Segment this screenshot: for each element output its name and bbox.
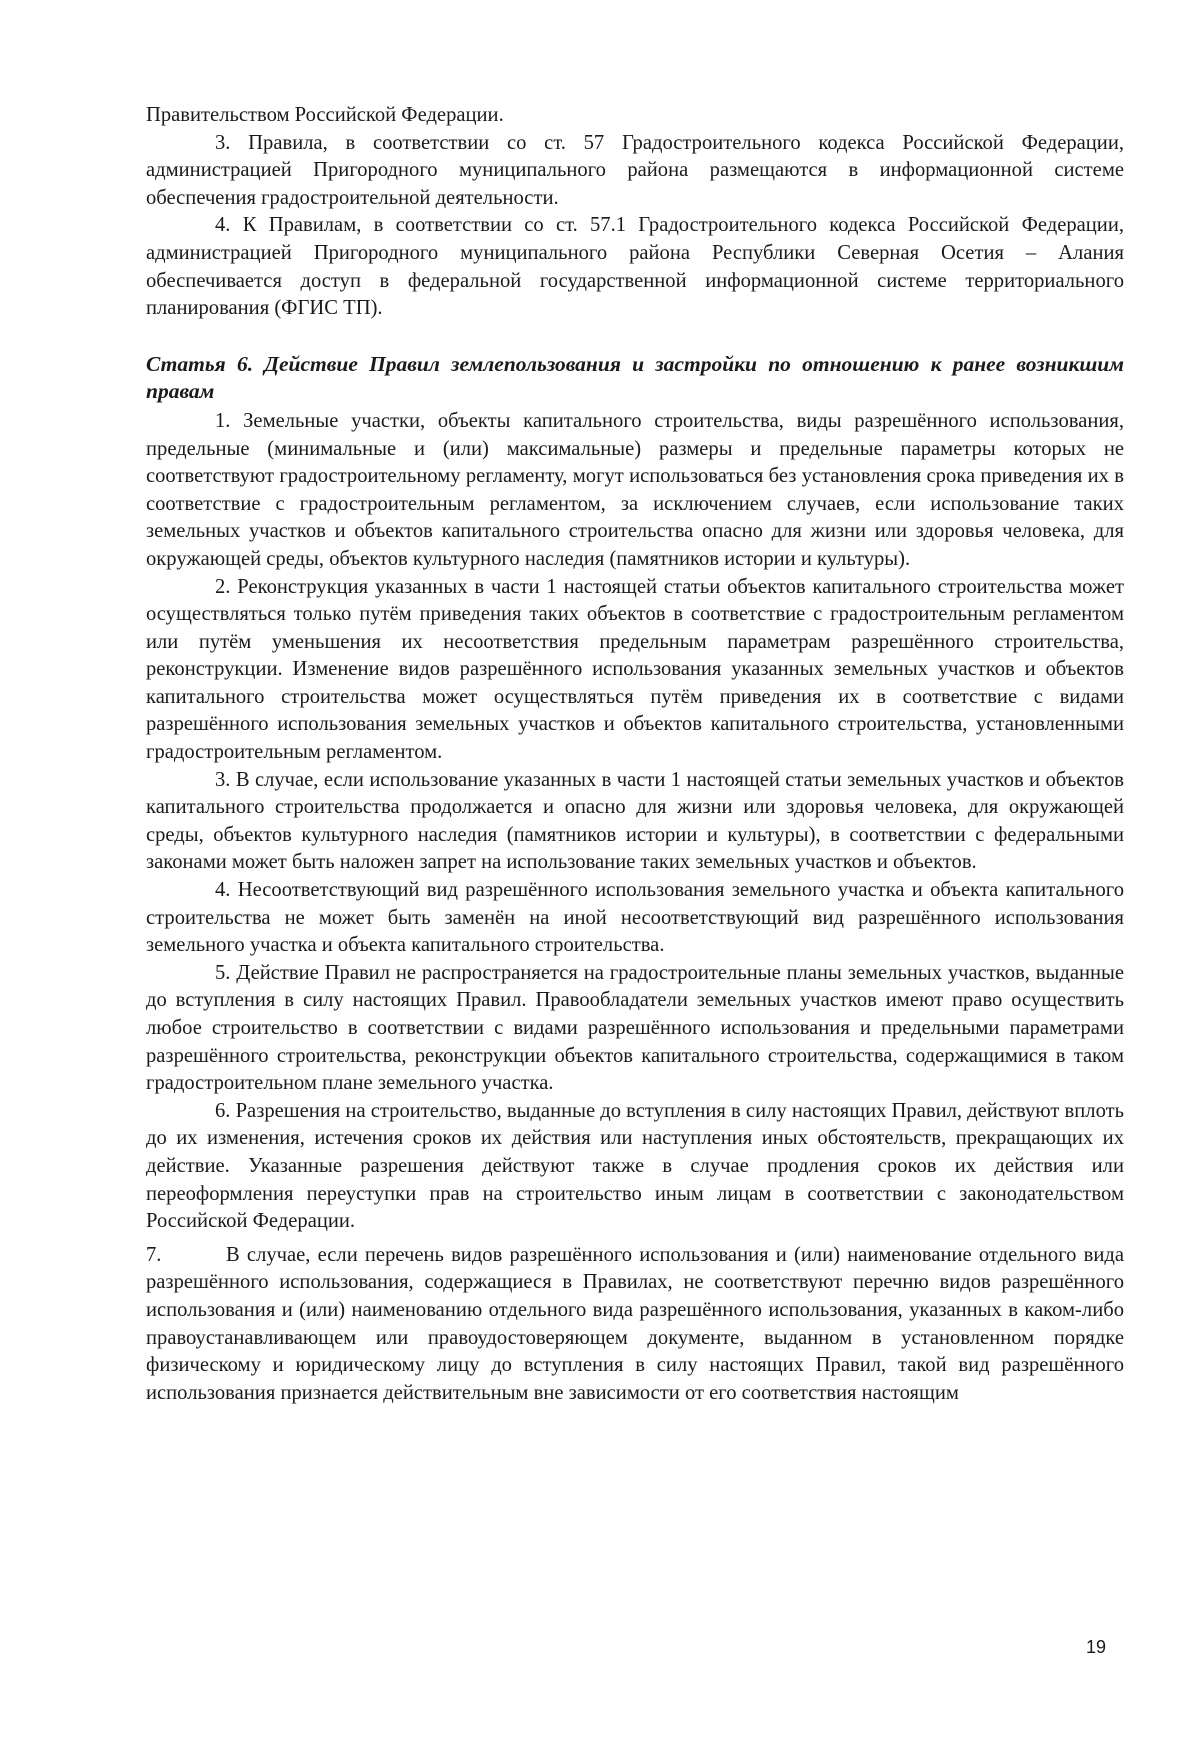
list-item: 3. Правила, в соответствии со ст. 57 Градостроительного кодекса Российской Федерации, администрацией Пригородного муниципального района размещаются в информационной системе обеспечения градостроительной деятельности. bbox=[146, 131, 1124, 209]
list-item: 6. Разрешения на строительство, выданные до вступления в силу настоящих Правил, действуют вплоть до их изменения, истечения сроков их действия или наступления иных обстоятельств, прекращающих их действие. Указанные разрешения действуют также в случае продления сроков их действия или переоформления переуступки прав на строительство иным лицам в соответствии с законодательством Российской Федерации. bbox=[146, 1099, 1124, 1233]
list-item: 4. К Правилам, в соответствии со ст. 57.1 Градостроительного кодекса Российской Федерации, администрацией Пригородного муниципального района Республики Северная Осетия – Алания обеспечивается доступ в федеральной государственной информационной системе территориального планирования (ФГИС ТП). bbox=[146, 214, 1124, 320]
list-item: 1. Земельные участки, объекты капитального строительства, виды разрешённого использования, предельные (минимальные и (или) максимальные) размеры и предельные параметры которых не соответствуют градостроительному регламенту, могут использоваться без установления срока приведения их в соответствие с градостроительным регламентом, за исключением случаев, если использование таких земельных участков и объектов капитального строительства опасно для жизни или здоровья человека, для окружающей среды, объектов культурного наследия (памятников истории и культуры). bbox=[146, 409, 1124, 570]
document-page bbox=[146, 102, 1124, 1407]
list-item-7 bbox=[146, 1242, 1124, 1408]
continuation-text: Правительством Российской Федерации. bbox=[146, 104, 504, 126]
article-heading: Статья 6. Действие Правил землепользования и застройки по отношению к ранее возникшим правам bbox=[146, 351, 1124, 404]
list-item: 5. Действие Правил не распространяется на градостроительные планы земельных участков, выданные до вступления в силу настоящих Правил. Правообладатели земельных участков имеют право осуществить любое строительство в соответствии с видами разрешённого использования и предельными параметрами разрешённого строительства, реконструкции объектов капитального строительства, содержащимися в таком градостроительном плане земельного участка. bbox=[146, 961, 1124, 1095]
list-item: 4. Несоответствующий вид разрешённого использования земельного участка и объекта капитального строительства не может быть заменён на иной несоответствующий вид разрешённого использования земельного участка и объекта капитального строительства. bbox=[146, 879, 1124, 957]
page-number: 19 bbox=[1086, 1637, 1107, 1657]
item-text: В случае, если перечень видов разрешённого использования и (или) наименование отдельного вида разрешённого использования, содержащиеся в Правилах, не соответствуют перечню видов разрешённого использования и (или) наименованию отдельного вида разрешённого использования, указанных в каком-либо правоустанавливающем или правоудостоверяющем документе, выданном в установленном порядке физическому и юридическому лицу до вступления в силу настоящих Правил, такой вид разрешённого использования признается действительным вне зависимости от его соответствия настоящим bbox=[146, 1243, 1124, 1404]
list-item: 3. В случае, если использование указанных в части 1 настоящей статьи земельных участков и объектов капитального строительства продолжается и опасно для жизни или здоровья человека, для окружающей среды, объектов культурного наследия (памятников истории и культуры), в соответствии с федеральными законами может быть наложен запрет на использование таких земельных участков и объектов. bbox=[146, 768, 1124, 874]
list-item: 2. Реконструкция указанных в части 1 настоящей статьи объектов капитального строительства может осуществляться только путём приведения таких объектов в соответствие с градостроительным регламентом или путём уменьшения их несоответствия предельным параметрам разрешённого строительства, реконструкции. Изменение видов разрешённого использования указанных земельных участков и объектов капитального строительства может осуществляться путём приведения их в соответствие с видами разрешённого использования земельных участков и объектов капитального строительства, установленными градостроительным регламентом. bbox=[146, 575, 1124, 764]
item-number: 7. bbox=[146, 1243, 162, 1266]
